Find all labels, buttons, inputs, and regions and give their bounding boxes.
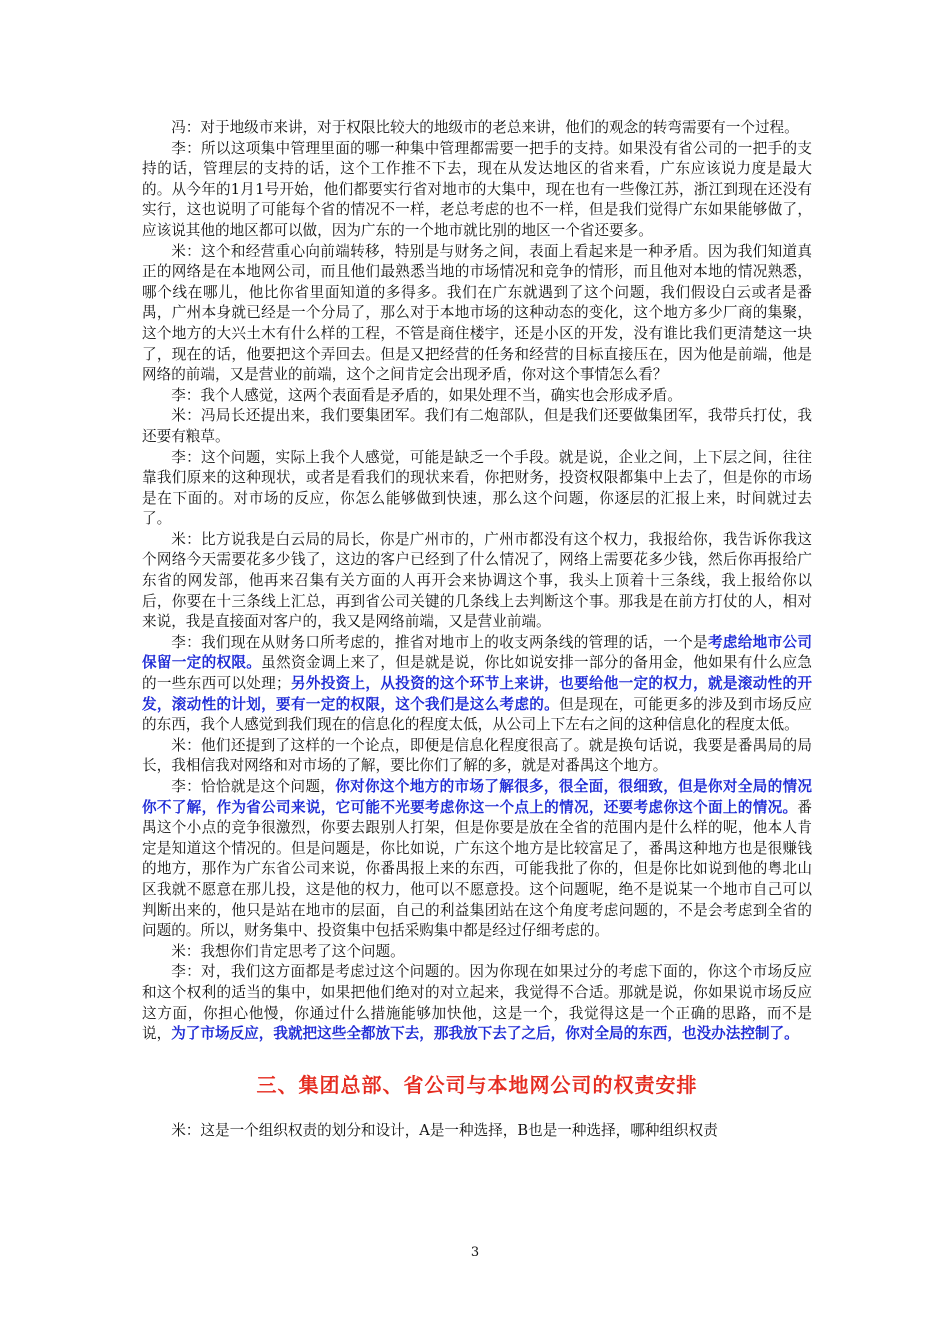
paragraph-text: 米：这个和经营重心向前端转移，特别是与财务之间，表面上看起来是一种矛盾。因为我们知道真正的网络是在本地网公司，而且他们最熟悉当地的市场情况和竞争的情形，而且他对本地的情况熟悉，哪个线在哪儿，他比你省里面知道的多得多。我们在广东就遇到了这个问题，我们假设白云或者是番禺，广州本身就已经是一个分局了，那么对于本地市场的这种动态的变化，这个地方多少厂商的集聚，这个地方的大兴土木有什么样的工程，不管是商住楼宇，还是小区的开发，没有谁比我们更清楚这一块了，现在的话，他要把这个弄回去。但是又把经营的任务和经营的目标直接压在，因为他是前端，他是网络的前端，又是营业的前端，这个之间肯定会出现矛盾，你对这个事情怎么看？ xyxy=(142,242,812,384)
dialogue-paragraph xyxy=(142,777,812,942)
paragraph-text: 李：这个问题，实际上我个人感觉，可能是缺乏一个手段。就是说，企业之间，上下层之间，往往靠我们原来的这种现状，或者是看我们的现状来看，你把财务，投资权限都集中上去了，但是你的市场是在下面的。对市场的反应，你怎么能够做到快速，那么这个问题，你逐层的汇报上来，时间就过去了。 xyxy=(142,448,812,528)
paragraph-text: 李：我们现在从财务口所考虑的，推省对地市上的收支两条线的管理的话，一个是 xyxy=(171,633,708,651)
document-body xyxy=(142,118,812,1141)
paragraph-text: 但是现在，可能更多的涉及到市场反应的东西，我个人感觉到我们现在的信息化的程度太低，从公司上下左右之间的这种信息化的程度太低。 xyxy=(142,695,812,734)
highlighted-text: 为了市场反应，我就把这些全都放下去，那我放下去了之后，你对全局的东西，也没办法控制了。 xyxy=(171,1025,799,1043)
dialogue-paragraph xyxy=(142,386,812,407)
dialogue-paragraph xyxy=(142,736,812,777)
dialogue-paragraph xyxy=(142,633,812,736)
paragraph-text: 米：比方说我是白云局的局长，你是广州市的，广州市都没有这个权力，我报给你，我告诉你我这个网络今天需要花多少钱了，这边的客户已经到了什么情况了，网络上需要花多少钱，然后你再报给广东省的网发部，他再来召集有关方面的人再开会来协调这个事，我头上顶着十三条线，我上报给你以后，你要在十三条线上汇总，再到省公司关键的几条线上去判断这个事。那我是在前方打仗的人，相对来说，我是直接面对客户的，我又是网络前端，又是营业前端。 xyxy=(142,530,812,631)
paragraph-text: 李：所以这项集中管理里面的哪一种集中管理都需要一把手的支持。如果没有省公司的一把手的支持的话，管理层的支持的话，这个工作推不下去，现在从发达地区的省来看，广东应该说力度是最大的。从今年的1月1号开始，他们都要实行省对地市的大集中，现在也有一些像江苏，浙江到现在还没有实行，这也说明了可能每个省的情况不一样，老总考虑的也不一样，但是我们觉得广东如果能够做了，应该说其他的地区都可以做，因为广东的一个地市就比别的地区一个省还要多。 xyxy=(142,139,812,239)
paragraph-text: 番禺这个小点的竞争很激烈，你要去跟别人打架，但是你要是放在全省的范围内是什么样的呢，他本人肯定是知道这个情况的。但是问题是，你比如说，广东这个地方是比较富足了，番禺这种地方也是很赚钱的地方，那作为广东省公司来说，你番禺报上来的东西，可能我批了你的，但是你比如说到他的粤北山区我就不愿意在那儿投，这是他的权力，他可以不愿意投。这个问题呢，绝不是说某一个地市自己可以判断出来的，他只是站在地市的层面，自己的利益集团站在这个角度考虑问题的，不是会考虑到全省的问题的。所以，财务集中、投资集中包括采购集中都是经过仔细考虑的。 xyxy=(142,798,812,940)
paragraph-text: 李：对，我们这方面都是考虑过这个问题的。因为你现在如果过分的考虑下面的，你这个市场反应和这个权利的适当的集中，如果把他们绝对的对立起来，我觉得不合适。那就是说，你如果说市场反应这方面，你担心他慢，你通过什么措施能够加快他，这是一个，我觉得这是一个正确的思路，而不是说， xyxy=(142,963,812,1043)
dialogue-paragraph xyxy=(142,448,812,530)
paragraph-text: 米：他们还提到了这样的一个论点，即便是信息化程度很高了。就是换句话说，我要是番禺局的局长，我相信我对网络和对市场的了解，要比你们了解的多，就是对番禺这个地方。 xyxy=(142,736,812,775)
highlighted-text: 另外投资上，从投资的这个环节上来讲，也要给他一定的权力，就是滚动性的开发，滚动性的计划，要有一定的权限，这个我们是这么考虑的。 xyxy=(142,675,812,713)
paragraph-text: 米：这是一个组织权责的划分和设计，A是一种选择，B也是一种选择，哪种组织权责 xyxy=(171,1121,718,1139)
highlighted-text: 你对你这个地方的市场了解很多，很全面，很细致，但是你对全局的情况你不了解，作为省公司来说，它可能不光要考虑你这一个点上的情况，还要考虑你这个面上的情况。 xyxy=(142,778,812,816)
dialogue-section xyxy=(142,118,812,1045)
dialogue-section-continued xyxy=(142,1121,812,1142)
paragraph-text: 李：恰恰就是这个问题， xyxy=(171,778,336,795)
paragraph-text: 李：我个人感觉，这两个表面看是矛盾的，如果处理不当，确实也会形成矛盾。 xyxy=(171,386,682,404)
dialogue-paragraph xyxy=(142,118,812,139)
dialogue-paragraph xyxy=(142,406,812,447)
dialogue-paragraph xyxy=(142,942,812,963)
dialogue-paragraph xyxy=(142,530,812,633)
paragraph-text: 虽然资金调上来了，但是就是说，你比如说安排一部分的备用金，他如果有什么应急的一些东西可以处理； xyxy=(142,654,812,693)
section-heading: 三、集团总部、省公司与本地网公司的权责安排 xyxy=(256,1072,698,1097)
paragraph-text: 米：冯局长还提出来，我们要集团军。我们有二炮部队，但是我们还要做集团军，我带兵打仗，我还要有粮草。 xyxy=(142,407,812,445)
page-number: 3 xyxy=(470,1245,480,1260)
paragraph-text: 冯：对于地级市来讲，对于权限比较大的地级市的老总来讲，他们的观念的转弯需要有一个过程。 xyxy=(171,119,799,136)
dialogue-paragraph xyxy=(142,962,812,1044)
dialogue-paragraph xyxy=(142,139,812,242)
highlighted-text: 考虑给地市公司保留一定的权限。 xyxy=(142,633,812,672)
dialogue-paragraph xyxy=(142,242,812,386)
paragraph-text: 米：我想你们肯定思考了这个问题。 xyxy=(171,942,405,960)
dialogue-paragraph xyxy=(142,1121,812,1142)
